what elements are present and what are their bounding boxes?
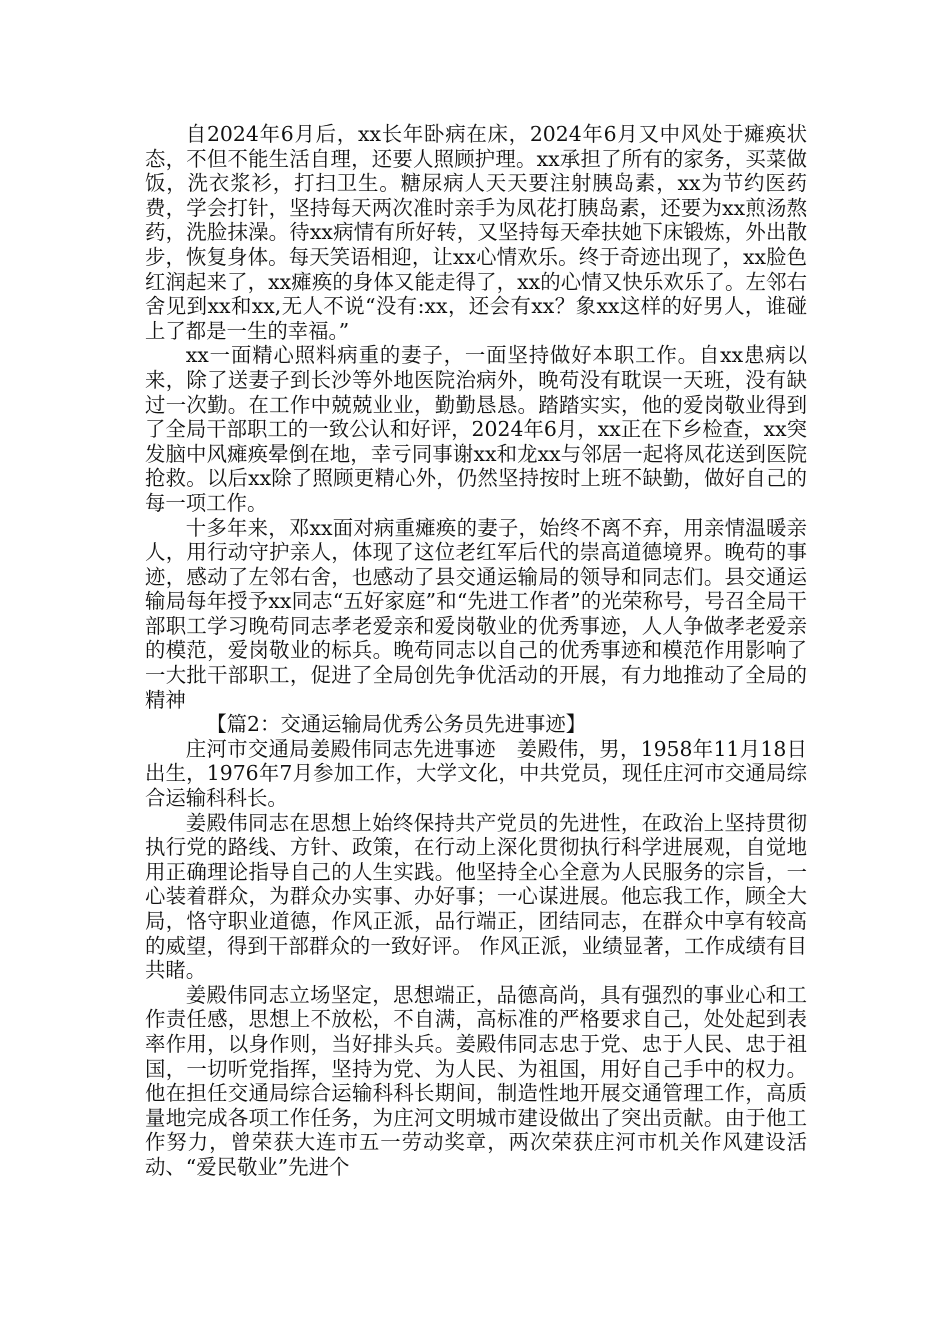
paragraph: 庄河市交通局姜殿伟同志先进事迹 姜殿伟，男，1958年11月18日出生，1976年7月参加工作，大学文化，中共党员，现任庄河市交通局综合运输科科长。 bbox=[145, 736, 807, 811]
paragraph: xx一面精心照料病重的妻子，一面坚持做好本职工作。自xx患病以来，除了送妻子到长沙等外地医院治病外，晚苟没有耽误一天班，没有缺过一次勤。在工作中兢兢业业，勤勤恳恳。踏踏实实，他的爱岗敬业得到了全局干部职工的一致公认和好评，2024年6月，xx正在下乡检查，xx突发脑中风瘫痪晕倒在地，幸亏同事谢xx和龙xx与邻居一起将凤花送到医院抢救。以后xx除了照顾更精心外，仍然坚持按时上班不缺勤，做好自己的每一项工作。 bbox=[145, 343, 807, 515]
paragraph: 自2024年6月后，xx长年卧病在床，2024年6月又中风处于瘫痪状态，不但不能生活自理，还要人照顾护理。xx承担了所有的家务，买菜做饭，洗衣浆衫，打扫卫生。糖尿病人天天要注射胰岛素，xx为节约医药费，学会打针，坚持每天两次准时亲手为凤花打胰岛素，还要为xx煎汤熬药，洗脸抹澡。待xx病情有所好转，又坚持每天牵扶她下床锻炼，外出散步，恢复身体。每天笑语相迎，让xx心情欢乐。终于奇迹出现了，xx脸色红润起来了，xx瘫痪的身体又能走得了，xx的心情又快乐欢乐了。左邻右舍见到xx和xx,无人不说“没有:xx，还会有xx？象xx这样的好男人，谁碰上了都是一生的幸福。” bbox=[145, 122, 807, 343]
paragraph: 十多年来，邓xx面对病重瘫痪的妻子，始终不离不弃，用亲情温暖亲人，用行动守护亲人，体现了这位老红军后代的崇高道德境界。晚苟的事迹，感动了左邻右舍，也感动了县交通运输局的领导和同志们。县交通运输局每年授予xx同志“五好家庭”和“先进工作者”的光荣称号，号召全局干部职工学习晚苟同志孝老爱亲和爱岗敬业的优秀事迹，人人争做孝老爱亲的模范，爱岗敬业的标兵。晚苟同志以自己的优秀事迹和模范作用影响了一大批干部职工，促进了全局创先争优活动的开展，有力地推动了全局的精神 bbox=[145, 515, 807, 712]
paragraph: 姜殿伟同志立场坚定，思想端正，品德高尚，具有强烈的事业心和工作责任感，思想上不放松，不自满，高标准的严格要求自己，处处起到表率作用，以身作则，当好排头兵。姜殿伟同志忠于党、忠于人民、忠于祖国，一切听党指挥，坚持为党、为人民、为祖国，用好自己手中的权力。他在担任交通局综合运输科科长期间，制造性地开展交通管理工作，高质量地完成各项工作任务，为庄河文明城市建设做出了突出贡献。由于他工作努力，曾荣获大连市五一劳动奖章，两次荣获庄河市机关作风建设活动、“爱民敬业”先进个 bbox=[145, 982, 807, 1179]
paragraph: 姜殿伟同志在思想上始终保持共产党员的先进性，在政治上坚持贯彻执行党的路线、方针、政策，在行动上深化贯彻执行科学进展观，自觉地用正确理论指导自己的人生实践。他坚持全心全意为人民服务的宗旨，一心装着群众，为群众办实事、办好事；一心谋进展。他忘我工作，顾全大局，恪守职业道德，作风正派，品行端正，团结同志，在群众中享有较高的威望，得到干部群众的一致好评。 作风正派，业绩显著，工作成绩有目共睹。 bbox=[145, 810, 807, 983]
section-heading: 【篇2：交通运输局优秀公务员先进事迹】 bbox=[206, 712, 587, 737]
document-page bbox=[145, 122, 807, 1180]
